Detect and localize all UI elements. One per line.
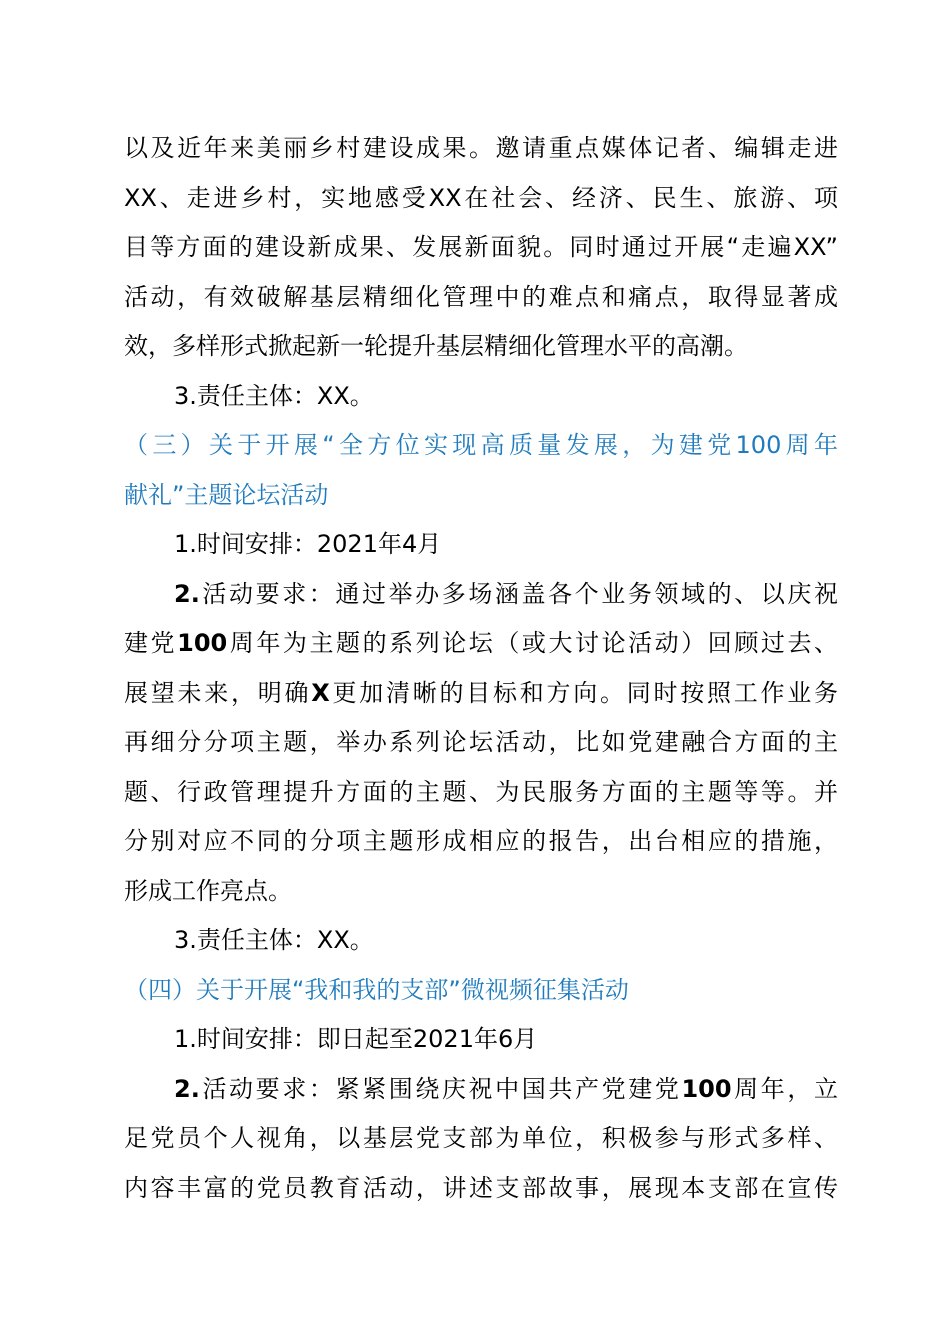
paragraph-line: 分别对应不同的分项主题形成相应的报告，出台相应的措施，: [124, 827, 838, 855]
paragraph-line: 足党员个人视角，以基层党支部为单位，积极参与形式多样、: [124, 1124, 838, 1152]
paragraph-line: 目等方面的建设新成果、发展新面貌。同时通过开展“走遍XX”: [124, 233, 838, 261]
document-page: [124, 124, 838, 1213]
paragraph-line: 活动，有效破解基层精细化管理中的难点和痛点，取得显著成: [124, 282, 838, 311]
bold-token: 100: [681, 1074, 732, 1103]
responsibility-line: 3.责任主体：XX。: [174, 381, 374, 410]
paragraph-line: 建党100周年为主题的系列论坛（或大讨论活动）回顾过去、: [124, 629, 839, 657]
paragraph-line: XX、走进乡村，实地感受XX在社会、经济、民生、旅游、项: [124, 183, 838, 212]
section-heading-3: （三）关于开展“全方位实现高质量发展，为建党100周年: [124, 431, 838, 459]
paragraph-line: 效，多样形式掀起新一轮提升基层精细化管理水平的高潮。: [124, 332, 748, 360]
paragraph-line: 以及近年来美丽乡村建设成果。邀请重点媒体记者、编辑走进: [124, 134, 838, 162]
section-heading-3-cont: 献礼”主题论坛活动: [124, 480, 329, 509]
paragraph-line: 形成工作亮点。: [124, 876, 292, 905]
requirement-line: 2.活动要求：紧紧围绕庆祝中国共产党建党100周年，立: [174, 1074, 839, 1103]
bold-token: 100: [177, 629, 228, 657]
paragraph-line: 题、行政管理提升方面的主题、为民服务方面的主题等等。并: [124, 777, 838, 806]
schedule-line: 1.时间安排：即日起至2021年6月: [174, 1025, 538, 1053]
bold-number: 2.: [174, 1074, 200, 1103]
responsibility-line: 3.责任主体：XX。: [174, 926, 374, 954]
bold-token: X: [311, 678, 330, 707]
paragraph-line: 展望未来，明确X更加清晰的目标和方向。同时按照工作业务: [124, 678, 839, 707]
section-heading-4: （四）关于开展“我和我的支部”微视频征集活动: [124, 975, 629, 1004]
requirement-line: 2.活动要求：通过举办多场涵盖各个业务领域的、以庆祝: [174, 579, 838, 608]
paragraph-line: 再细分分项主题，举办系列论坛活动，比如党建融合方面的主: [124, 728, 838, 756]
paragraph-line: 内容丰富的党员教育活动，讲述支部故事，展现本支部在宣传: [124, 1173, 838, 1202]
bold-number: 2.: [174, 579, 200, 608]
schedule-line: 1.时间安排：2021年4月: [174, 530, 442, 558]
